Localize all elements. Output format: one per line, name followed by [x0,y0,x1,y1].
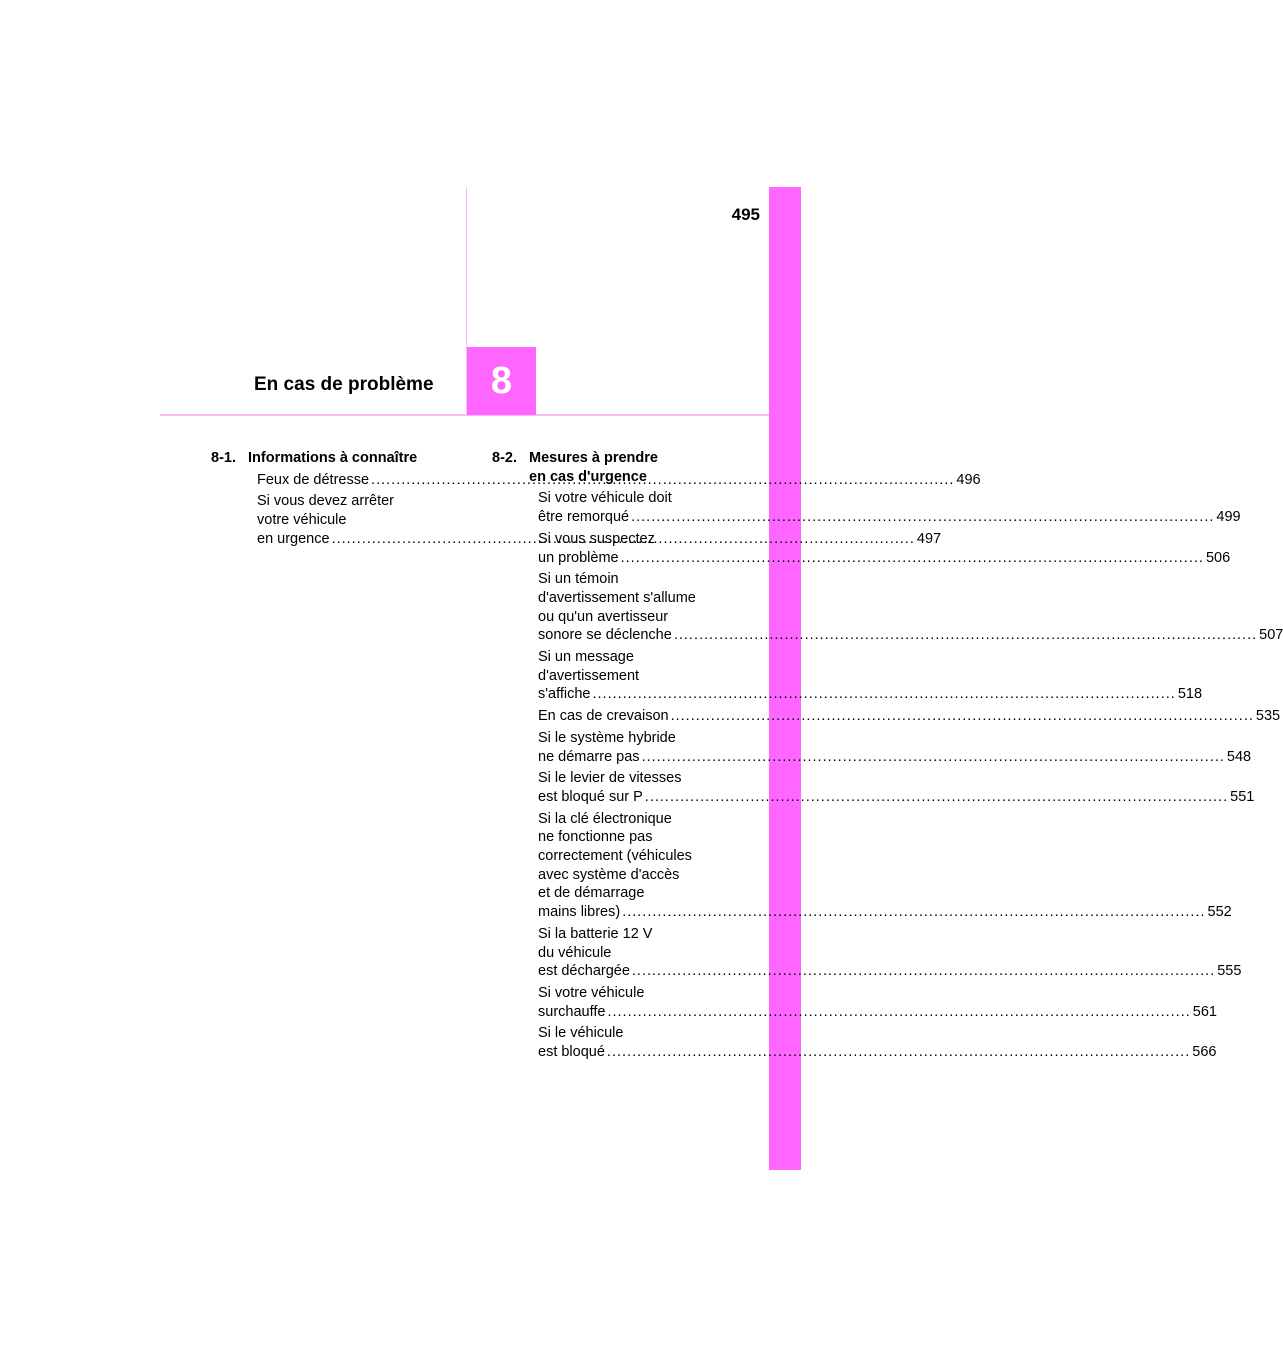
section-title-line: en cas d'urgence [529,468,647,485]
dot-leader [622,904,1205,920]
toc-entry[interactable] [492,707,1281,726]
toc-page-number: 506 [1205,549,1231,566]
toc-entry-line: Si votre véhicule doit [538,490,672,507]
toc-entry-line: Si votre véhicule [538,984,645,1001]
toc-entry-line: correctement (véhicules [538,848,692,865]
toc-entry-line: surchauffe [538,1003,606,1020]
toc-entry-last-line [538,962,1242,981]
toc-entry-line: s'affiche [538,686,591,703]
section-title [248,449,459,468]
toc-page-number: 555 [1217,963,1242,980]
toc-entry-text [538,489,1241,526]
toc-entry-last-line [538,685,1203,704]
toc-page-number: 561 [1192,1003,1217,1020]
toc-page-number: 566 [1192,1044,1217,1061]
toc-entry-last-line [538,788,1255,807]
toc-entry-text [538,1024,1217,1061]
toc-entry-line: votre véhicule [257,512,347,529]
toc-entry[interactable] [492,729,1252,766]
section-title [529,449,740,486]
toc-entry-line: Si le levier de vitesses [538,770,682,787]
toc-entry-line: ne fonctionne pas [538,829,653,846]
toc-entry-line: Si la batterie 12 V [538,925,653,942]
toc-entry-last-line [538,549,1231,568]
chapter-title: En cas de problème [254,374,434,395]
toc-entry[interactable] [492,810,1232,922]
toc-entry-line: d'avertissement [538,667,640,684]
dot-leader [607,1004,1190,1020]
toc-entry[interactable] [492,1024,1217,1061]
toc-entry-last-line [538,1043,1217,1062]
toc-entry-line: est bloqué sur P [538,788,643,805]
toc-page-number: 535 [1255,708,1281,725]
toc-page-number: 499 [1216,509,1241,526]
toc-entry-line: mains libres) [538,904,621,921]
toc-entry[interactable] [492,769,1255,806]
toc-entry-line: en urgence [257,530,330,547]
dot-leader [631,509,1214,525]
toc-entry-text [538,769,1255,806]
toc-entry[interactable] [492,925,1242,981]
toc-entry-last-line [538,626,1283,645]
toc-entry-text [538,648,1203,704]
dot-leader [645,789,1228,805]
toc-entry-line: et de démarrage [538,885,645,902]
dot-leader [674,627,1257,643]
toc-entry-text [538,810,1232,922]
toc-entry-line: Si la clé électronique [538,810,672,827]
toc-entry-line: Si vous suspectez [538,530,655,547]
toc-entry-line: Si vous devez arrêter [257,493,395,510]
toc-page-number: 497 [916,530,942,547]
toc-page-number: 548 [1226,748,1252,765]
toc-page-number: 507 [1259,627,1283,644]
section-title-line: Mesures à prendre [529,450,658,466]
toc-entry-line: ou qu'un avertisseur [538,608,669,625]
dot-leader [621,550,1204,566]
dot-leader [607,1044,1190,1060]
page-number: 495 [731,205,760,224]
toc-entry-text [538,729,1252,766]
section-title-line: Informations à connaître [248,450,418,466]
toc-entry-last-line [538,1003,1217,1022]
toc-entry-last-line [538,508,1241,527]
toc-entry-line: est déchargée [538,963,630,980]
toc-entry-line: ne démarre pas [538,748,640,765]
toc-entry-line: Si un message [538,649,634,666]
chapter-side-tab [769,187,801,1170]
toc-entry-text [538,984,1217,1021]
toc-entry-text [538,707,1281,726]
toc-entry-last-line [538,903,1232,922]
toc-entry-line: Si le véhicule [538,1025,624,1042]
toc-entry-line: est bloqué [538,1044,605,1061]
section-heading [492,449,740,486]
toc-entry[interactable] [492,570,1283,645]
toc-entry-line: d'avertissement s'allume [538,589,696,606]
toc-page-number: 551 [1230,788,1255,805]
toc-entry[interactable] [492,648,1203,704]
toc-page-number: 552 [1207,904,1232,921]
toc-entry-line: être remorqué [538,509,630,526]
toc-entry-text [538,925,1242,981]
dot-leader [632,963,1215,979]
toc-entry[interactable] [492,489,1241,526]
toc-entry-line: avec système d'accès [538,866,680,883]
toc-entry-line: En cas de crevaison [538,708,669,725]
toc-page-number: 518 [1177,686,1203,703]
toc-entry-line: sonore se déclenche [538,627,672,644]
toc-entry-line: Si le système hybride [538,729,676,746]
toc-entry[interactable] [492,984,1217,1021]
toc-entry-line: Si un témoin [538,571,619,588]
section-number: 8-2. [492,450,517,466]
dot-leader [642,749,1225,765]
toc-entry-last-line [538,748,1252,767]
chapter-number-badge: 8 [467,347,536,415]
toc-entry-line: Feux de détresse [257,471,370,488]
toc-entry-last-line [538,707,1281,726]
dot-leader [671,708,1254,724]
section-number: 8-1. [211,450,236,466]
toc-entry-line: du véhicule [538,944,612,961]
section-heading [211,449,459,468]
toc-entry-line: un problème [538,549,619,566]
dot-leader [592,686,1175,702]
header-divider-horizontal [160,414,769,416]
toc-page-number: 496 [956,471,981,488]
toc-entry-text [538,570,1283,645]
